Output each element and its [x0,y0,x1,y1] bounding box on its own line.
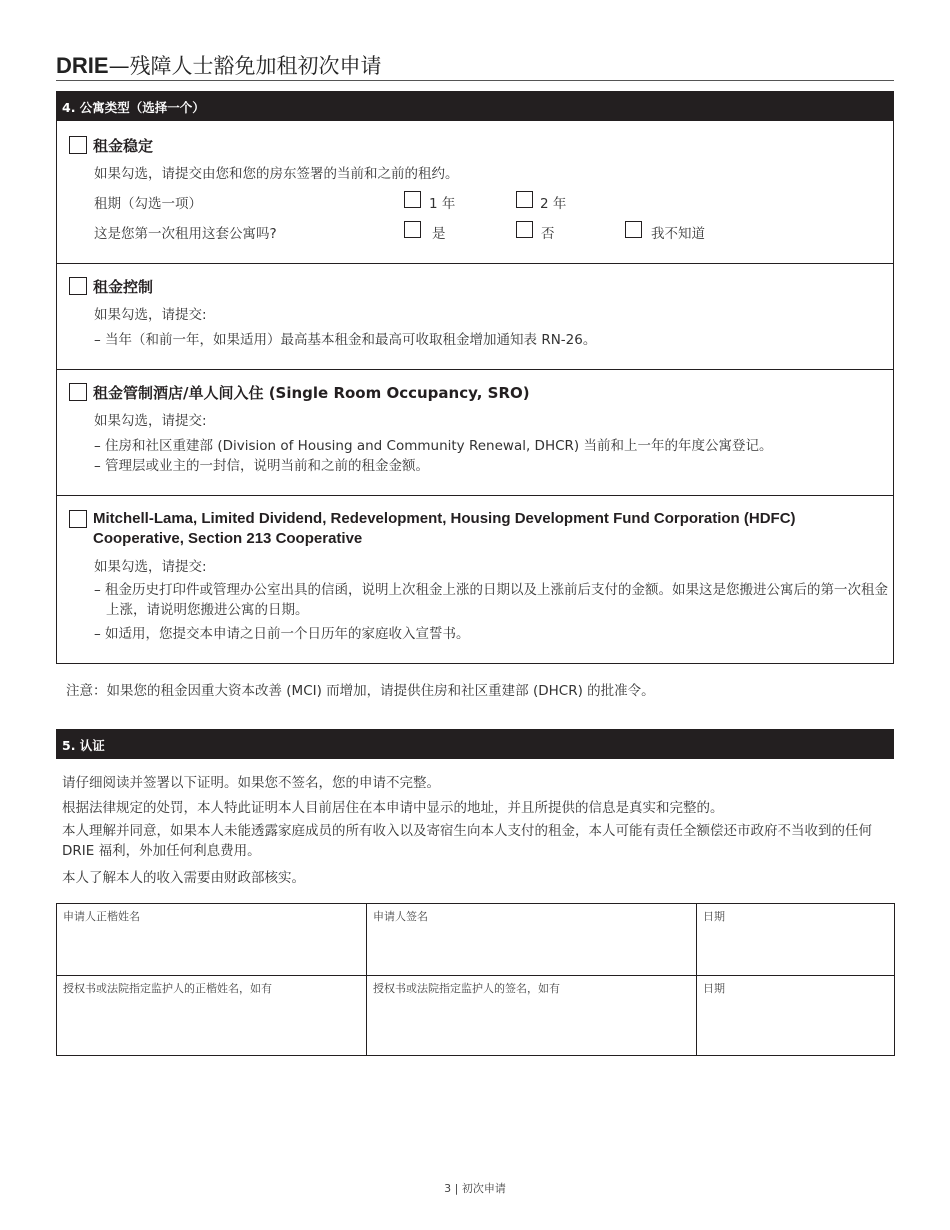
mitchell-lama-item-1: – 租金历史打印件或管理办公室出具的信函，说明上次租金上涨的日期以及上涨前后支付的金额。如果这是您搬进公寓后的第一次租金上涨，请说明您搬进公寓的日期。 [94,582,889,618]
certification-paragraph: 本人了解本人的收入需要由财政部核实。 [62,870,305,886]
mitchell-lama-instruction: 如果勾选，请提交: [94,559,207,575]
lease-1-year-checkbox[interactable] [404,191,421,208]
first-time-yes-label: 是 [432,226,446,242]
divider [57,263,893,264]
sro-label: 租金管制酒店/单人间入住 (Single Room Occupancy, SRO) [93,384,530,402]
rent-stabilized-instruction: 如果勾选，请提交由您和您的房东签署的当前和之前的租约。 [94,166,459,182]
guardian-signature-field[interactable]: 授权书或法院指定监护人的签名，如有 [367,976,697,1056]
section-4-header: 4. 公寓类型（选择一个） [56,91,894,121]
applicant-name-field[interactable]: 申请人正楷姓名 [57,904,367,976]
mitchell-lama-item-2: – 如适用，您提交本申请之日前一个日历年的家庭收入宣誓书。 [94,626,470,642]
title-divider [56,80,894,81]
rent-stabilized-label: 租金稳定 [93,137,154,155]
first-time-yes-checkbox[interactable] [404,221,421,238]
signature-table [56,903,895,1056]
certification-paragraph: 请仔细阅读并签署以下证明。如果您不签名，您的申请不完整。 [62,775,440,791]
mitchell-lama-label: Mitchell-Lama, Limited Dividend, Redevelopment, Housing Development Fund Corporation (HDFC) Cooperative, Section 213 Cooperative [93,510,796,547]
sro-checkbox[interactable] [69,383,87,401]
section-5-header: 5. 认证 [56,729,894,759]
first-time-unknown-checkbox[interactable] [625,221,642,238]
lease-2-year-label: 2 年 [540,196,567,212]
first-time-unknown-label: 我不知道 [651,226,705,242]
certification-paragraph: 根据法律规定的处罚，本人特此证明本人目前居住在本申请中显示的地址，并且所提供的信息是真实和完整的。 [62,800,724,816]
page-title: DRIE—残障人士豁免加租初次申请 [56,53,382,78]
guardian-name-field[interactable]: 授权书或法院指定监护人的正楷姓名，如有 [57,976,367,1056]
rent-controlled-checkbox[interactable] [69,277,87,295]
sro-item-2: – 管理层或业主的一封信，说明当前和之前的租金金额。 [94,458,430,474]
mitchell-lama-checkbox[interactable] [69,510,87,528]
mci-note: 注意：如果您的租金因重大资本改善 (MCI) 而增加，请提供住房和社区重建部 (DHCR) 的批准令。 [66,683,655,699]
certification-paragraph: 本人理解并同意，如果本人未能透露家庭成员的所有收入以及寄宿生向本人支付的租金，本人可能有责任全额偿还市政府不当收到的任何 DRIE 福利，外加任何利息费用。 [62,823,872,859]
applicant-date-field[interactable]: 日期 [697,904,895,976]
rent-controlled-instruction: 如果勾选，请提交: [94,307,207,323]
page-footer: 3 | 初次申请 [444,1182,506,1195]
rent-controlled-label: 租金控制 [93,278,154,296]
guardian-date-field[interactable]: 日期 [697,976,895,1056]
rent-stabilized-checkbox[interactable] [69,136,87,154]
sro-item-1: – 住房和社区重建部 (Division of Housing and Community Renewal, DHCR) 当前和上一年的年度公寓登记。 [94,438,773,454]
section-4-box [56,120,894,664]
sro-instruction: 如果勾选，请提交: [94,413,207,429]
divider [57,495,893,496]
rent-controlled-item: – 当年（和前一年，如果适用）最高基本租金和最高可收取租金增加通知表 RN-26。 [94,332,597,348]
lease-1-year-label: 1 年 [429,196,456,212]
applicant-signature-field[interactable]: 申请人签名 [367,904,697,976]
first-time-no-label: 否 [541,226,555,242]
divider [57,369,893,370]
first-time-question: 这是您第一次租用这套公寓吗? [94,226,277,242]
lease-2-year-checkbox[interactable] [516,191,533,208]
first-time-no-checkbox[interactable] [516,221,533,238]
lease-term-label: 租期（勾选一项） [94,196,202,212]
